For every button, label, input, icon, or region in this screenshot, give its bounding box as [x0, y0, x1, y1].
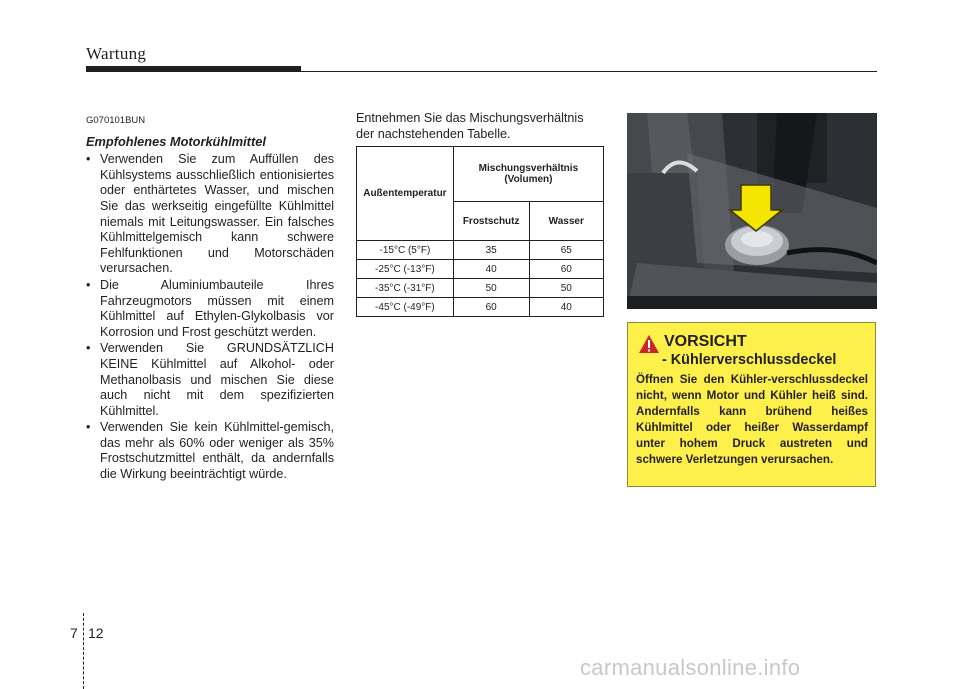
- header-rule-thick: [86, 66, 301, 72]
- left-column: [86, 113, 334, 484]
- table-row: [357, 279, 604, 298]
- header-rule-thin: [301, 71, 877, 72]
- mixing-ratio-table: [356, 146, 604, 317]
- cell-antifreeze: 60: [453, 298, 529, 317]
- bullet-item: • Verwenden Sie GRUNDSÄTZLICH KEINE Kühlmittel auf Alkohol- oder Methanolbasis und mischen Sie diese auch nicht mit dem spezifizierten Kühlmittel.: [86, 341, 334, 419]
- cell-water: 60: [529, 260, 603, 279]
- cell-antifreeze: 50: [453, 279, 529, 298]
- cell-temp: -15°C (5°F): [357, 241, 454, 260]
- caution-title: VORSICHT: [664, 333, 747, 350]
- table-row: [357, 260, 604, 279]
- header-mixing-ratio: Mischungsverhältnis (Volumen): [453, 147, 603, 202]
- section-code: G070101BUN: [86, 115, 146, 126]
- header-antifreeze: Frostschutz: [453, 202, 529, 241]
- table-row: [357, 298, 604, 317]
- section-title: Wartung: [86, 44, 147, 63]
- engine-photo: [627, 113, 877, 309]
- footer-divider: [83, 613, 84, 689]
- bullet-item: • Die Aluminiumbauteile Ihres Fahrzeugmotors müssen mit einem Kühlmittel auf Ethylen-Glykolbasis vor Korrosion und Frost geschützt werden.: [86, 278, 334, 340]
- table-row: [357, 241, 604, 260]
- caution-text: Öffnen Sie den Kühler-verschlussdeckel nicht, wenn Motor und Kühler heiß sind. Andernfalls kann brühend heißes Kühlmittel oder heißer Wasserdampf unter hohem Druck austreten und schwere Verletzungen verursachen.: [636, 373, 868, 466]
- bullet-item: • Verwenden Sie zum Auffüllen des Kühlsystems ausschließlich entionisiertes oder enthärtetes Wasser, und mischen Sie das werkseitig eingefüllte Kühlmittel niemals mit Leitungswasser. Ein falsches Kühlmittelgemisch kann schwere Fehlfunktionen und Motorschäden verursachen.: [86, 152, 334, 277]
- watermark: carmanualsonline.info: [580, 655, 801, 680]
- bullet-list: [86, 152, 334, 482]
- cell-antifreeze: 40: [453, 260, 529, 279]
- chapter-number: 7: [70, 625, 78, 641]
- cell-temp: -25°C (-13°F): [357, 260, 454, 279]
- warning-triangle-icon: [638, 334, 660, 354]
- photo-code: OBK079005: [818, 298, 868, 308]
- bullet-item: • Verwenden Sie kein Kühlmittel-gemisch, das mehr als 60% oder weniger als 35% Frostschutzmittel enthält, da andernfalls die Wirkung beeinträchtigt würde.: [86, 420, 334, 482]
- header-temperature: Außentemperatur: [357, 147, 454, 241]
- section-heading: Empfohlenes Motorkühlmittel: [86, 133, 266, 149]
- cell-water: 65: [529, 241, 603, 260]
- cell-antifreeze: 35: [453, 241, 529, 260]
- caution-subtitle: - Kühlerverschlussdeckel: [662, 352, 837, 368]
- cell-water: 40: [529, 298, 603, 317]
- header-water: Wasser: [529, 202, 603, 241]
- cell-temp: -35°C (-31°F): [357, 279, 454, 298]
- page-number: 12: [88, 625, 104, 641]
- cell-temp: -45°C (-49°F): [357, 298, 454, 317]
- caution-box: [627, 322, 876, 487]
- engine-photo-illustration: [627, 113, 877, 309]
- table-intro: Entnehmen Sie das Mischungsverhältnis der nachstehenden Tabelle.: [356, 111, 584, 141]
- cell-water: 50: [529, 279, 603, 298]
